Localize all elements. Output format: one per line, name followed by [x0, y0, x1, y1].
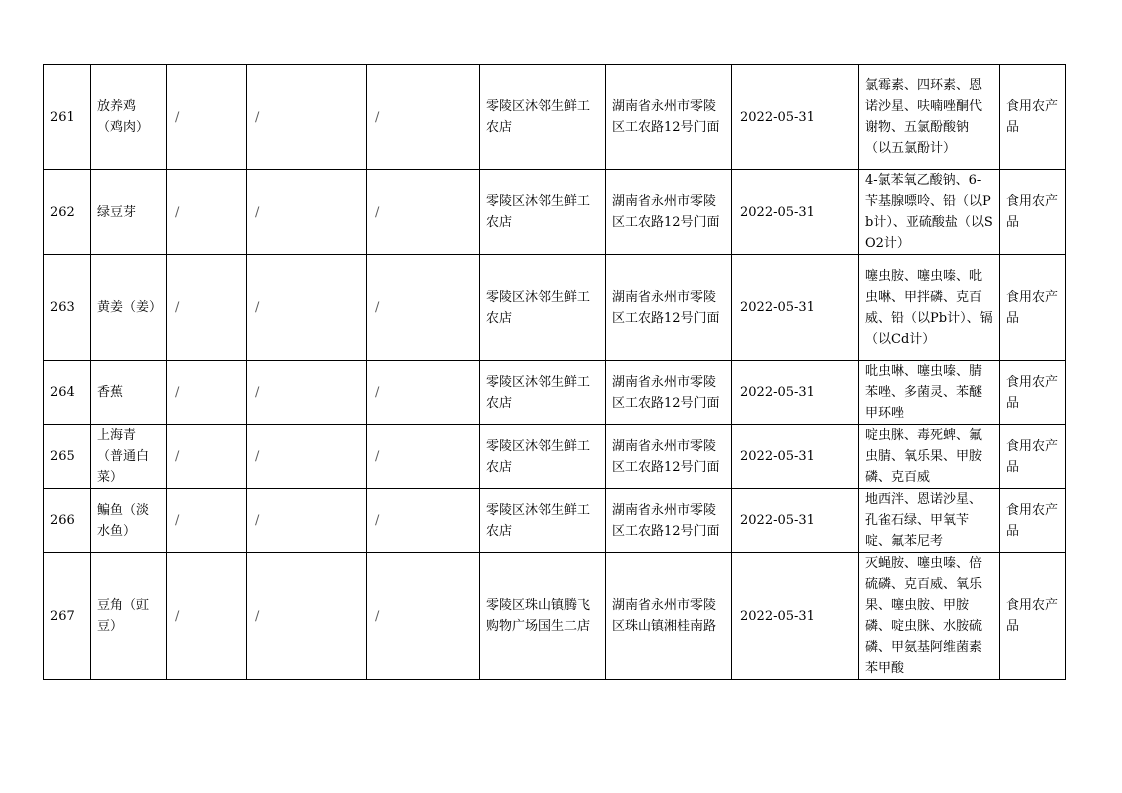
store-address: 湖南省永州市零陵区工农路12号门面 — [606, 361, 732, 425]
empty-cell: / — [167, 255, 247, 361]
row-number: 266 — [44, 489, 91, 553]
table-row — [44, 553, 1066, 680]
sampling-date: 2022-05-31 — [732, 489, 859, 553]
inspection-items: 氯霉素、四环素、恩诺沙星、呋喃唑酮代谢物、五氯酚酸钠（以五氯酚计） — [859, 65, 1000, 170]
row-number: 262 — [44, 170, 91, 255]
table-row — [44, 361, 1066, 425]
product-category: 食用农产品 — [1000, 170, 1066, 255]
table-row — [44, 170, 1066, 255]
empty-cell: / — [167, 170, 247, 255]
sampling-date: 2022-05-31 — [732, 361, 859, 425]
table-row — [44, 255, 1066, 361]
empty-cell: / — [167, 361, 247, 425]
inspection-items: 地西泮、恩诺沙星、孔雀石绿、甲氧苄啶、氟苯尼考 — [859, 489, 1000, 553]
product-name: 豆角（豇豆） — [91, 553, 167, 680]
empty-cell: / — [367, 65, 480, 170]
empty-cell: / — [247, 170, 367, 255]
empty-cell: / — [367, 553, 480, 680]
store-address: 湖南省永州市零陵区工农路12号门面 — [606, 170, 732, 255]
empty-cell: / — [247, 65, 367, 170]
product-category: 食用农产品 — [1000, 255, 1066, 361]
table-row — [44, 489, 1066, 553]
product-name: 放养鸡（鸡肉） — [91, 65, 167, 170]
empty-cell: / — [247, 489, 367, 553]
inspection-items: 噻虫胺、噻虫嗪、吡虫啉、甲拌磷、克百威、铅（以Pb计）、镉（以Cd计） — [859, 255, 1000, 361]
empty-cell: / — [367, 489, 480, 553]
store-name: 零陵区沐邻生鲜工农店 — [480, 425, 606, 489]
store-name: 零陵区珠山镇腾飞购物广场国生二店 — [480, 553, 606, 680]
store-address: 湖南省永州市零陵区工农路12号门面 — [606, 255, 732, 361]
table-row — [44, 425, 1066, 489]
product-name: 上海青（普通白菜） — [91, 425, 167, 489]
empty-cell: / — [247, 255, 367, 361]
table-row — [44, 65, 1066, 170]
inspection-items: 4-氯苯氧乙酸钠、6-苄基腺嘌呤、铅（以Pb计）、亚硫酸盐（以SO2计） — [859, 170, 1000, 255]
store-address: 湖南省永州市零陵区工农路12号门面 — [606, 65, 732, 170]
empty-cell: / — [367, 425, 480, 489]
product-category: 食用农产品 — [1000, 361, 1066, 425]
sampling-date: 2022-05-31 — [732, 425, 859, 489]
sampling-date: 2022-05-31 — [732, 553, 859, 680]
inspection-items: 啶虫脒、毒死蜱、氟虫腈、氧乐果、甲胺磷、克百威 — [859, 425, 1000, 489]
row-number: 261 — [44, 65, 91, 170]
row-number: 263 — [44, 255, 91, 361]
product-category: 食用农产品 — [1000, 65, 1066, 170]
row-number: 267 — [44, 553, 91, 680]
sampling-date: 2022-05-31 — [732, 255, 859, 361]
store-address: 湖南省永州市零陵区珠山镇湘桂南路 — [606, 553, 732, 680]
empty-cell: / — [167, 425, 247, 489]
empty-cell: / — [247, 425, 367, 489]
empty-cell: / — [367, 255, 480, 361]
row-number: 265 — [44, 425, 91, 489]
store-address: 湖南省永州市零陵区工农路12号门面 — [606, 425, 732, 489]
empty-cell: / — [367, 361, 480, 425]
store-name: 零陵区沐邻生鲜工农店 — [480, 255, 606, 361]
product-name: 黄姜（姜） — [91, 255, 167, 361]
store-name: 零陵区沐邻生鲜工农店 — [480, 65, 606, 170]
product-name: 香蕉 — [91, 361, 167, 425]
empty-cell: / — [167, 489, 247, 553]
empty-cell: / — [247, 553, 367, 680]
empty-cell: / — [167, 65, 247, 170]
sampling-results-table — [43, 64, 1066, 680]
empty-cell: / — [367, 170, 480, 255]
product-category: 食用农产品 — [1000, 425, 1066, 489]
empty-cell: / — [167, 553, 247, 680]
sampling-date: 2022-05-31 — [732, 170, 859, 255]
product-name: 鳊鱼（淡水鱼） — [91, 489, 167, 553]
product-category: 食用农产品 — [1000, 489, 1066, 553]
store-name: 零陵区沐邻生鲜工农店 — [480, 361, 606, 425]
inspection-items: 灭蝇胺、噻虫嗪、倍硫磷、克百威、氧乐果、噻虫胺、甲胺磷、啶虫脒、水胺硫磷、甲氨基阿维菌素苯甲酸 — [859, 553, 1000, 680]
store-address: 湖南省永州市零陵区工农路12号门面 — [606, 489, 732, 553]
inspection-items: 吡虫啉、噻虫嗪、腈苯唑、多菌灵、苯醚甲环唑 — [859, 361, 1000, 425]
sampling-date: 2022-05-31 — [732, 65, 859, 170]
empty-cell: / — [247, 361, 367, 425]
store-name: 零陵区沐邻生鲜工农店 — [480, 489, 606, 553]
row-number: 264 — [44, 361, 91, 425]
product-name: 绿豆芽 — [91, 170, 167, 255]
product-category: 食用农产品 — [1000, 553, 1066, 680]
store-name: 零陵区沐邻生鲜工农店 — [480, 170, 606, 255]
